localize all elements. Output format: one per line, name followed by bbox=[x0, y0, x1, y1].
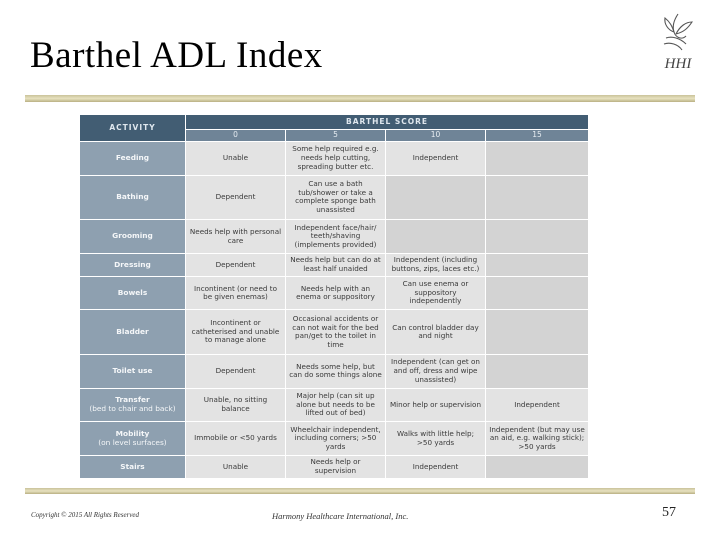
score-cell: Needs help or supervision bbox=[286, 456, 386, 479]
activity-cell bbox=[80, 422, 186, 456]
activity-cell bbox=[80, 253, 186, 276]
score-cell bbox=[486, 276, 589, 310]
barthel-table-container bbox=[79, 114, 588, 479]
company-name: Harmony Healthcare International, Inc. bbox=[272, 511, 409, 521]
score-header: BARTHEL SCORE bbox=[186, 115, 589, 130]
table-row bbox=[80, 142, 589, 176]
score-cell bbox=[486, 220, 589, 254]
score-cell: Immobile or <50 yards bbox=[186, 422, 286, 456]
activity-cell bbox=[80, 354, 186, 388]
table-row bbox=[80, 220, 589, 254]
score-cell: Dependent bbox=[186, 253, 286, 276]
score-cell: Can use a bath tub/shower or take a complete sponge bath unassisted bbox=[286, 175, 386, 220]
activity-label: Dressing bbox=[114, 259, 151, 269]
activity-label: Grooming bbox=[112, 231, 153, 241]
score-cell bbox=[486, 310, 589, 355]
score-cell: Independent (including buttons, zips, laces etc.) bbox=[386, 253, 486, 276]
activity-header: ACTIVITY bbox=[80, 115, 186, 142]
top-divider bbox=[25, 95, 695, 102]
score-cell: Needs some help, but can do some things alone bbox=[286, 354, 386, 388]
score-cell: Some help required e.g. needs help cutting, spreading butter etc. bbox=[286, 142, 386, 176]
score-col-5: 5 bbox=[286, 130, 386, 142]
activity-label: Feeding bbox=[115, 153, 150, 163]
score-cell bbox=[386, 220, 486, 254]
score-cell bbox=[386, 175, 486, 220]
score-cell: Minor help or supervision bbox=[386, 388, 486, 422]
score-cell: Can use enema or suppository independently bbox=[386, 276, 486, 310]
activity-label: Mobility bbox=[115, 429, 150, 439]
score-cell: Dependent bbox=[186, 354, 286, 388]
score-cell: Incontinent or catheterised and unable to manage alone bbox=[186, 310, 286, 355]
table-row bbox=[80, 388, 589, 422]
score-cell: Unable bbox=[186, 456, 286, 479]
activity-cell bbox=[80, 310, 186, 355]
table-row bbox=[80, 354, 589, 388]
score-cell: Independent bbox=[386, 142, 486, 176]
barthel-table bbox=[79, 114, 589, 479]
slide-title: Barthel ADL Index bbox=[30, 35, 323, 76]
score-col-0: 0 bbox=[186, 130, 286, 142]
score-cell bbox=[486, 142, 589, 176]
activity-cell bbox=[80, 175, 186, 220]
activity-cell bbox=[80, 456, 186, 479]
score-cell: Needs help but can do at least half unaided bbox=[286, 253, 386, 276]
score-cell: Independent (but may use an aid, e.g. walking stick); >50 yards bbox=[486, 422, 589, 456]
activity-cell bbox=[80, 220, 186, 254]
score-cell bbox=[486, 175, 589, 220]
table-row bbox=[80, 253, 589, 276]
logo-text: HHI bbox=[664, 56, 692, 72]
score-cell: Independent (can get on and off, dress and wipe unassisted) bbox=[386, 354, 486, 388]
activity-cell bbox=[80, 388, 186, 422]
score-cell: Wheelchair independent, including corners; >50 yards bbox=[286, 422, 386, 456]
score-cell: Occasional accidents or can not wait for the bed pan/get to the toilet in time bbox=[286, 310, 386, 355]
table-row bbox=[80, 456, 589, 479]
score-cell: Major help (can sit up alone but needs to be lifted out of bed) bbox=[286, 388, 386, 422]
score-col-10: 10 bbox=[386, 130, 486, 142]
page-number: 57 bbox=[662, 505, 676, 520]
score-cell: Unable, no sitting balance bbox=[186, 388, 286, 422]
table-row bbox=[80, 276, 589, 310]
table-row bbox=[80, 175, 589, 220]
score-cell: Unable bbox=[186, 142, 286, 176]
score-cell: Independent bbox=[386, 456, 486, 479]
activity-cell bbox=[80, 276, 186, 310]
score-cell bbox=[486, 354, 589, 388]
activity-label: Toilet use bbox=[112, 365, 153, 375]
copyright-text: Copyright © 2015 All Rights Reserved bbox=[31, 511, 140, 519]
activity-label: Bowels bbox=[117, 287, 148, 297]
activity-label: Stairs bbox=[120, 461, 145, 471]
score-cell: Dependent bbox=[186, 175, 286, 220]
dove-logo-icon bbox=[652, 10, 704, 74]
activity-sublabel: (bed to chair and back) bbox=[89, 403, 176, 413]
activity-cell bbox=[80, 142, 186, 176]
activity-label: Bladder bbox=[116, 326, 149, 336]
score-cell bbox=[486, 253, 589, 276]
activity-label: Transfer bbox=[115, 395, 150, 405]
score-cell: Can control bladder day and night bbox=[386, 310, 486, 355]
activity-sublabel: (on level surfaces) bbox=[98, 437, 167, 447]
bottom-divider bbox=[25, 488, 695, 494]
score-col-15: 15 bbox=[486, 130, 589, 142]
score-cell: Independent face/hair/ teeth/shaving (implements provided) bbox=[286, 220, 386, 254]
score-cell: Independent bbox=[486, 388, 589, 422]
score-cell: Needs help with personal care bbox=[186, 220, 286, 254]
table-row bbox=[80, 310, 589, 355]
score-cell bbox=[486, 456, 589, 479]
table-row bbox=[80, 422, 589, 456]
score-cell: Walks with little help; >50 yards bbox=[386, 422, 486, 456]
score-cell: Incontinent (or need to be given enemas) bbox=[186, 276, 286, 310]
activity-label: Bathing bbox=[116, 192, 149, 202]
score-cell: Needs help with an enema or suppository bbox=[286, 276, 386, 310]
